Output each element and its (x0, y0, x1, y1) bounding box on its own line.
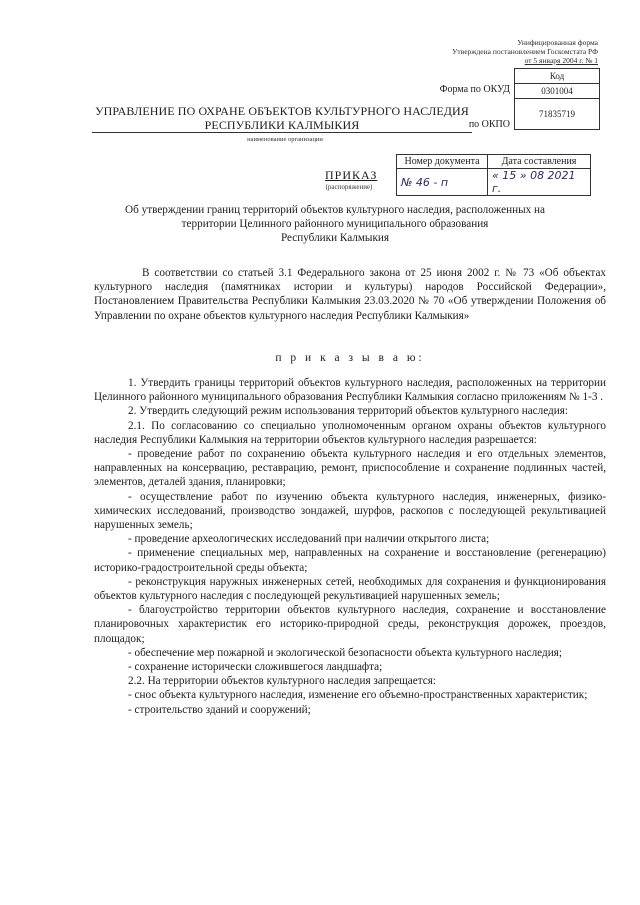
okud-label: Форма по ОКУД (439, 84, 510, 95)
okud-value: 0301004 (515, 84, 600, 99)
preamble-text: В соответствии со статьей 3.1 Федерального закона от 25 июня 2002 г. № 73 «Об объектах культурного наследия (памятниках истории и культуры) народов Российской Федерации», Постановлением Правительства Республики Калмыкия 23.03.2020 № 70 «Об утверждении Положения об Управлении по охране объектов культурного наследия Республики Калмыкия» (94, 267, 606, 322)
code-header: Код (515, 69, 600, 84)
order-item: - осуществление работ по изучению объекта культурного наследия, инженерных, физико-химических исследований, производство зондажей, шурфов, раскопов с последующей рекультивацией нарушенных земель; (94, 490, 606, 532)
preamble (94, 266, 606, 323)
organization-line-1: УПРАВЛЕНИЕ ПО ОХРАНЕ ОБЪЕКТОВ КУЛЬТУРНОГО НАСЛЕДИЯ (95, 104, 469, 118)
form-header-line: Утверждена постановлением Госкомстата РФ (452, 47, 598, 56)
okpo-value: 71835719 (515, 99, 600, 130)
subject-line: территории Целинного районного муниципального образования (181, 218, 489, 230)
order-item: - сохранение исторически сложившегося ландшафта; (128, 661, 383, 674)
order-item: 1. Утвердить границы территорий объектов культурного наследия, расположенных на территории Целинного районного муниципального образования Республики Калмыкия согласно приложениям № 1-3 . (94, 377, 606, 404)
order-item: - проведение археологических исследований при наличии открытого листа; (128, 533, 490, 546)
order-item: - реконструкция наружных инженерных сетей, необходимых для сохранения и функционирования объектов культурного наследия с последующей рекультивацией нарушенных земель; (94, 575, 606, 603)
order-item: 2.2. На территории объектов культурного наследия запрещается: (128, 675, 436, 688)
order-item: 2. Утвердить следующий режим использования территорий объектов культурного наследия: (128, 405, 568, 418)
order-items (94, 376, 606, 717)
organization-line-2: РЕСПУБЛИКИ КАЛМЫКИЯ (92, 118, 472, 133)
form-header (338, 38, 598, 65)
date-value: « 15 » 08 2021 г. (488, 169, 591, 196)
order-item: - благоустройство территории объектов культурного наследия, сохранение и восстановление планировочных характеристик его историко-природной среды, реконструкция дорожек, проездов, площадок; (94, 604, 606, 645)
order-item: - строительство зданий и сооружений; (128, 703, 311, 716)
order-item: - проведение работ по сохранению объекта культурного наследия и его отдельных элементов, направленных на консервацию, реставрацию, ремонт, приспособление и сохранение подлинных частей, элементов, деталей здания, планировки; (94, 448, 606, 489)
okpo-label: по ОКПО (468, 119, 510, 130)
order-item: - обеспечение мер пожарной и экологической безопасности объекта культурного наследия; (128, 646, 562, 659)
document-number-table (396, 154, 591, 196)
order-subtitle: (распоряжение) (325, 183, 373, 191)
order-title: ПРИКАЗ (325, 168, 378, 182)
doc-number-header: Номер документа (397, 155, 488, 169)
order-item: - снос объекта культурного наследия, изменение его объемно-пространственных характеристик; (128, 689, 588, 702)
code-table (514, 68, 600, 130)
organization-caption: наименование организации (247, 136, 323, 143)
command-text: п р и к а з ы в а ю: (275, 352, 425, 364)
organization-name (92, 104, 472, 133)
form-header-line: от 5 января 2004 г. № 1 (524, 56, 598, 65)
date-header: Дата составления (488, 155, 591, 169)
order-subject (70, 203, 600, 245)
order-item: 2.1. По согласованию со специально уполномоченным органом охраны объектов культурного наследия Республики Калмыкия на территории объектов культурного наследия разрешается: (94, 419, 606, 446)
doc-number-value: № 46 - п (397, 169, 488, 196)
subject-line: Об утверждении границ территорий объектов культурного наследия, расположенных на (125, 204, 545, 216)
subject-line: Республики Калмыкия (280, 232, 390, 244)
form-header-line: Унифицированная форма (517, 38, 598, 47)
order-item: - применение специальных мер, направленных на сохранение и восстановление (регенерацию) историко-градостроительной среды объекта; (94, 547, 606, 574)
